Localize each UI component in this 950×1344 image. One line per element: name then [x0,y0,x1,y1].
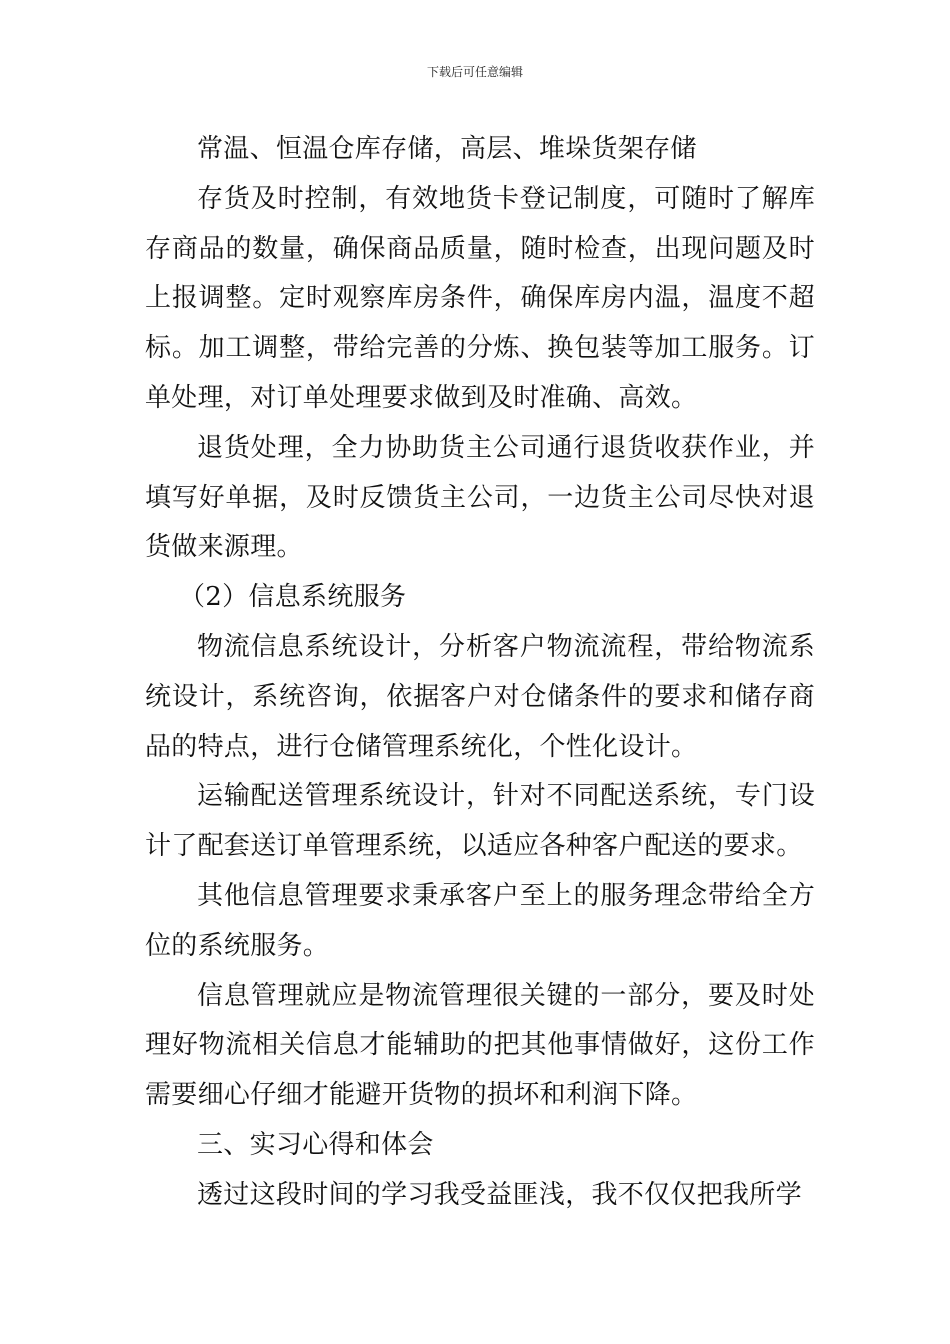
paragraph-logistics-info-design: 物流信息系统设计，分析客户物流流程，带给物流系统设计，系统咨询，依据客户对仓储条件的要求和储存商品的特点，进行仓储管理系统化，个性化设计。 [145,631,815,762]
paragraph-reflection-start: 透过这段时间的学习我受益匪浅，我不仅仅把我所学 [197,1179,802,1210]
section-heading-info-system: （2）信息系统服务 [179,582,407,613]
paragraph-info-management-importance: 信息管理就应是物流管理很关键的一部分，要及时处理好物流相关信息才能辅助的把其他事情做好，这份工作需要细心仔细才能避开货物的损坏和利润下降。 [145,980,815,1111]
paragraph-transport-system-design: 运输配送管理系统设计，针对不同配送系统，专门设计了配套送订单管理系统，以适应各种客户配送的要求。 [145,781,815,862]
paragraph-other-info-management: 其他信息管理要求秉承客户至上的服务理念带给全方位的系统服务。 [145,880,815,961]
paragraph-storage-types: 常温、恒温仓库存储，高层、堆垛货架存储 [197,134,697,164]
paragraph-inventory-control: 存货及时控制，有效地货卡登记制度，可随时了解库存商品的数量，确保商品质量，随时检查，出现问题及时上报调整。定时观察库房条件，确保库房内温，温度不超标。加工调整，带给完善的分炼、换包装等加工服务。订单处理，对订单处理要求做到及时准确、高效。 [145,183,815,413]
paragraph-returns-handling: 退货处理，全力协助货主公司通行退货收获作业，并填写好单据，及时反馈货主公司，一边货主公司尽快对退货做来源理。 [145,432,815,563]
page-header-watermark: 下载后可任意编辑 [426,65,523,79]
document-body [145,125,815,1221]
section-heading-internship-reflection: 三、实习心得和体会 [197,1129,434,1160]
